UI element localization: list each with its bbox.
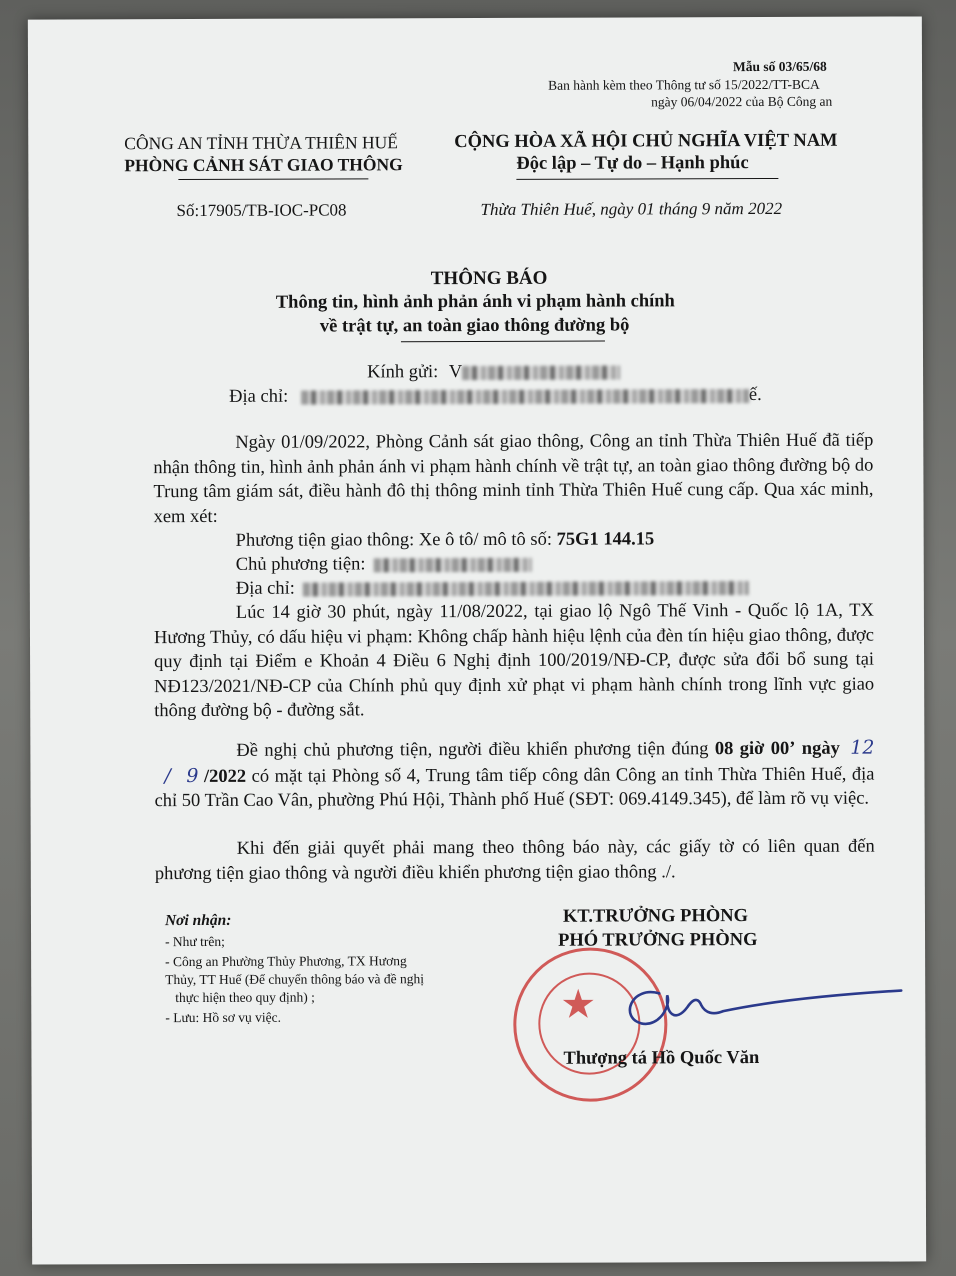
paragraph-violation [154,599,874,724]
redacted-owner-name [373,558,531,573]
vehicle-label: Phương tiện giao thông: Xe ô tô/ mô tô số: [235,529,557,551]
summons-day-label: ngày [801,738,840,759]
handwritten-slash: / [164,764,171,787]
issued-line-1: Ban hành kèm theo Thông tư số 15/2022/TT-BCA [548,76,820,93]
recipients-line-1: - Như trên; [165,933,225,950]
form-number: Mẫu số 03/65/68 [732,58,827,75]
paragraph-documents-text: Khi đến giải quyết phải mang theo thông báo này, các giấy tờ có liên quan đến phương tiện giao thông và người điều khiển phương tiện giao thông ./. [154,836,875,884]
address-label: Địa chỉ: [229,386,289,407]
redacted-recipient-address [301,389,749,405]
address-end: ế. [748,385,762,406]
summons-year: /2022 [203,766,247,787]
to-label: Kính gửi: [367,362,439,383]
agency-underline [178,178,368,180]
star-icon: ★ [560,981,597,1028]
to-initial: V [448,362,463,383]
vehicle-line [154,527,874,554]
agency-parent: CÔNG AN TỈNH THỪA THIÊN HUẾ [124,132,398,154]
summons-rest: có mặt tại Phòng số 4, Trung tâm tiếp công dân Công an tỉnh Thừa Thiên Huế, địa chỉ 50 Trần Cao Vân, phường Phú Hội, Thành phố Huế (SĐT: 069.4149.345), để làm rõ vụ việc. [154,764,875,812]
redacted-recipient-name [462,365,620,380]
vehicle-plate: 75G1 144.15 [556,529,655,550]
title-subline-2: về trật tự, an toàn giao thông đường bộ [319,315,630,337]
issued-line-2: ngày 06/04/2022 của Bộ Công an [651,93,833,110]
recipient-address-line [229,385,762,408]
paragraph-receipt [153,429,873,530]
signer-name: Thượng tá Hồ Quốc Văn [563,1048,760,1069]
recipients-line-4: thực hiện theo quy định) ; [175,989,315,1006]
summons-start: Đề nghị chủ phương tiện, người điều khiển phương tiện đúng [236,739,715,761]
redacted-owner-address [303,581,749,597]
owner-label: Chủ phương tiện: [235,554,366,575]
country-name: CỘNG HÒA XÃ HỘI CHỦ NGHĨA VIỆT NAM [454,130,838,153]
agency-name: PHÒNG CẢNH SÁT GIAO THÔNG [124,154,403,176]
handwritten-month: 9 [186,764,199,787]
paragraph-summons [154,736,874,814]
motto: Độc lập – Tự do – Hạnh phúc [516,153,749,174]
recipient-line [367,361,620,383]
document-page [28,16,926,1264]
owner-address-label: Địa chỉ: [235,578,295,599]
signature-title-1: KT.TRƯỞNG PHÒNG [562,906,748,927]
owner-address-line [154,575,874,602]
title-subline-1: Thông tin, hình ảnh phản ánh vi phạm hành chính [275,291,675,313]
signature-title-2: PHÓ TRƯỞNG PHÒNG [558,930,758,951]
recipients-line-5: - Lưu: Hồ sơ vụ việc. [165,1009,282,1026]
motto-underline [516,178,778,180]
place-date: Thừa Thiên Huế, ngày 01 tháng 9 năm 2022 [480,198,783,219]
owner-line [154,551,874,578]
recipients-heading: Nơi nhận: [164,911,232,930]
paragraph-receipt-text: Ngày 01/09/2022, Phòng Cảnh sát giao thông, Công an tỉnh Thừa Thiên Huế đã tiếp nhận thông tin, hình ảnh phản ánh vi phạm hành chính về trật tự, an toàn giao thông đường bộ do Trung tâm giám sát, điều hành đô thị thông minh tỉnh Thừa Thiên Huế cung cấp. Qua xác minh, xem xét: [153,430,874,527]
document-number: Số:17905/TB-IOC-PC08 [176,200,347,221]
summons-time: 08 giờ 00’ [714,738,796,760]
handwritten-day: 12 [850,736,875,759]
title-underline [401,341,605,343]
recipients-line-2: - Công an Phường Thủy Phương, TX Hương [165,953,407,970]
paragraph-documents [155,835,875,887]
recipients-line-3: Thủy, TT Huế (Để chuyển thông báo và đề nghị [165,971,425,988]
paragraph-violation-text: Lúc 14 giờ 30 phút, ngày 11/08/2022, tại giao lộ Ngô Thế Vinh - Quốc lộ 1A, TX Hương Thủy, có dấu hiệu vi phạm: Không chấp hành hiệu lệnh của đèn tín hiệu giao thông, được quy định tại Điểm e Khoản 4 Điều 6 Nghị định 100/2019/NĐ-CP, được sửa đổi bổ sung tại NĐ123/2021/NĐ-CP của Chính phủ quy định xử phạt vi phạm hành chính trong lĩnh vực giao thông đường bộ - đường sắt. [153,600,875,722]
handwritten-signature [601,964,921,1055]
document-title: THÔNG BÁO [430,267,548,290]
